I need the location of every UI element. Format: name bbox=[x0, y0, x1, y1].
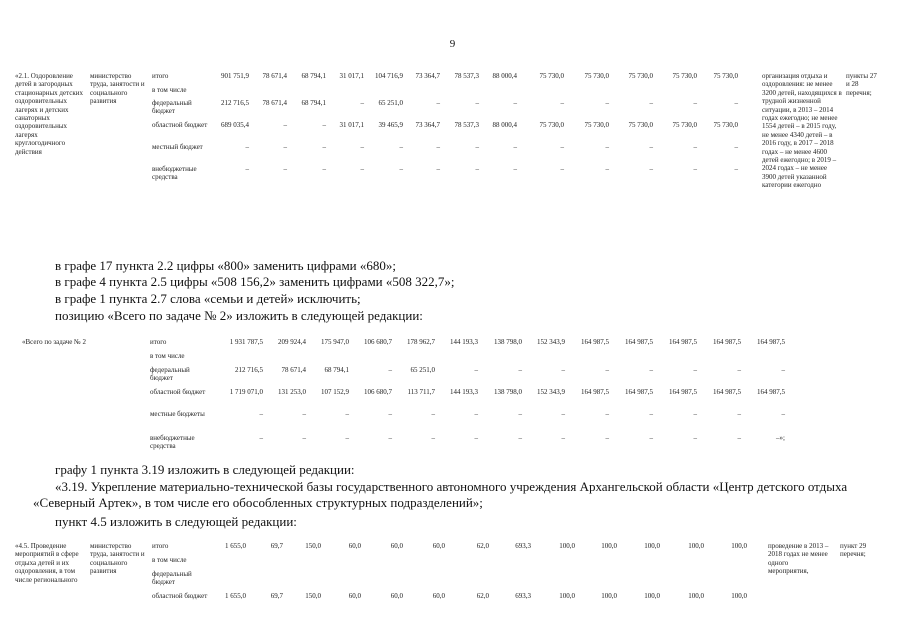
table-cell: 60,0 bbox=[390, 542, 403, 550]
table-cell: 100,0 bbox=[731, 592, 747, 600]
table-cell: – bbox=[259, 410, 263, 418]
table-cell: 104 716,9 bbox=[375, 72, 403, 80]
table-cell: – bbox=[560, 99, 564, 107]
table-cell: – bbox=[513, 143, 517, 151]
table-cell: 131 253,0 bbox=[278, 388, 306, 396]
table-cell: – bbox=[360, 99, 364, 107]
table-cell: 60,0 bbox=[348, 592, 361, 600]
table-cell: – bbox=[302, 410, 306, 418]
table-cell: 1 655,0 bbox=[225, 592, 246, 600]
table-cell: 164 987,5 bbox=[625, 338, 653, 346]
table-cell: – bbox=[436, 165, 440, 173]
table-cell: 60,0 bbox=[348, 542, 361, 550]
table-cell: – bbox=[474, 366, 478, 374]
table-cell: 100,0 bbox=[731, 542, 747, 550]
table-cell: 164 987,5 bbox=[625, 388, 653, 396]
table-cell: – bbox=[245, 143, 249, 151]
table-cell: – bbox=[737, 366, 741, 374]
table-cell: 75 730,0 bbox=[672, 121, 697, 129]
table-cell: – bbox=[436, 143, 440, 151]
row-label: федеральный бюджет bbox=[152, 99, 192, 116]
task-name: «4.5. Проведение мероприятий в сфере отдыха детей и их оздоровления, в том числе регионального bbox=[15, 542, 79, 584]
table-cell: 164 987,5 bbox=[581, 388, 609, 396]
table-cell: 60,0 bbox=[432, 542, 445, 550]
table-cell: 1 931 787,5 bbox=[229, 338, 263, 346]
table-cell: 75 730,0 bbox=[628, 121, 653, 129]
table-cell: 69,7 bbox=[270, 542, 283, 550]
table-cell: – bbox=[560, 143, 564, 151]
task-name: «Всего по задаче № 2 bbox=[22, 338, 86, 346]
text-line: позицию «Всего по задаче № 2» изложить в следующей редакции: bbox=[55, 308, 423, 323]
table-cell: 164 987,5 bbox=[713, 388, 741, 396]
table-cell: 164 987,5 bbox=[713, 338, 741, 346]
table-cell: – bbox=[561, 410, 565, 418]
table-cell: – bbox=[436, 99, 440, 107]
table-cell: 75 730,0 bbox=[584, 72, 609, 80]
table-cell: – bbox=[649, 165, 653, 173]
row-label: в том числе bbox=[150, 352, 185, 360]
table-cell: 144 193,3 bbox=[450, 338, 478, 346]
table-cell: – bbox=[734, 165, 738, 173]
row-label: итого bbox=[150, 338, 167, 346]
table-cell: 164 987,5 bbox=[669, 338, 697, 346]
table-cell: – bbox=[259, 434, 263, 442]
table-cell: – bbox=[693, 366, 697, 374]
table-cell: –»; bbox=[776, 434, 785, 442]
table-cell: – bbox=[605, 99, 609, 107]
table-cell: 164 987,5 bbox=[757, 338, 785, 346]
row-label: областной бюджет bbox=[152, 592, 208, 600]
table-cell: – bbox=[322, 121, 326, 129]
table-cell: – bbox=[781, 366, 785, 374]
table-cell: 113 711,7 bbox=[407, 388, 435, 396]
table-cell: – bbox=[399, 143, 403, 151]
table-cell: – bbox=[605, 143, 609, 151]
reference-link: пункты 27 и 28 перечня; bbox=[846, 72, 877, 97]
row-label: внебюджетные средства bbox=[150, 434, 195, 451]
table-cell: – bbox=[734, 99, 738, 107]
table-cell: 901 751,9 bbox=[221, 72, 249, 80]
table-cell: 106 680,7 bbox=[364, 388, 392, 396]
table-cell: – bbox=[605, 410, 609, 418]
table-cell: – bbox=[737, 434, 741, 442]
table-cell: – bbox=[245, 165, 249, 173]
table-cell: 62,0 bbox=[476, 592, 489, 600]
table-cell: 75 730,0 bbox=[713, 121, 738, 129]
row-label: областной бюджет bbox=[150, 388, 206, 396]
row-label: местный бюджет bbox=[152, 143, 203, 151]
table-cell: – bbox=[693, 165, 697, 173]
table-cell: – bbox=[737, 410, 741, 418]
table-cell: – bbox=[605, 366, 609, 374]
table-cell: – bbox=[649, 99, 653, 107]
table-cell: – bbox=[513, 99, 517, 107]
expected-result: организация отдыха и оздоровления: не менее 3200 детей, находящихся в трудной жизненной ситуации, в 2013 – 2014 годах ежегодно; не менее 1554 детей – в 2015 году, не менее 4340 детей – в 2016 году, в 2017 – 2018 годах – не менее 4600 детей ежегодно; в 2019 – 2024 годах – не менее 3900 детей указанной категории ежегодно bbox=[762, 72, 842, 190]
table-cell: – bbox=[474, 410, 478, 418]
table-cell: 78 671,4 bbox=[262, 72, 287, 80]
table-cell: 1 719 071,0 bbox=[229, 388, 263, 396]
text-line: пункт 4.5 изложить в следующей редакции: bbox=[55, 514, 297, 529]
table-cell: 62,0 bbox=[476, 542, 489, 550]
table-cell: – bbox=[302, 434, 306, 442]
table-cell: 152 343,9 bbox=[537, 388, 565, 396]
table-cell: – bbox=[475, 143, 479, 151]
table-cell: – bbox=[283, 121, 287, 129]
row-label: итого bbox=[152, 72, 169, 80]
table-cell: – bbox=[605, 165, 609, 173]
table-cell: 209 924,4 bbox=[278, 338, 306, 346]
table-cell: 100,0 bbox=[601, 542, 617, 550]
table-cell: – bbox=[399, 165, 403, 173]
quote-paragraph: «3.19. Укрепление материально-технической базы государственного автономного учреждения Архангельской области «Центр детского отдыха «Северный Артек», в том числе его обособленных структурных подразделений»; bbox=[33, 479, 848, 510]
table-cell: 107 152,9 bbox=[321, 388, 349, 396]
table-cell: 138 798,0 bbox=[494, 338, 522, 346]
table-cell: – bbox=[649, 366, 653, 374]
table-cell: 164 987,5 bbox=[581, 338, 609, 346]
table-cell: – bbox=[605, 434, 609, 442]
table-cell: 39 465,9 bbox=[378, 121, 403, 129]
table-cell: 75 730,0 bbox=[672, 72, 697, 80]
table-cell: 178 962,7 bbox=[407, 338, 435, 346]
row-label: федеральный бюджет bbox=[152, 570, 192, 587]
table-cell: – bbox=[513, 165, 517, 173]
expected-result: проведение в 2013 – 2018 годах не менее одного мероприятия, bbox=[768, 542, 829, 576]
table-cell: 78 671,4 bbox=[281, 366, 306, 374]
table-cell: – bbox=[649, 410, 653, 418]
table-cell: 68 794,1 bbox=[301, 72, 326, 80]
table-cell: 75 730,0 bbox=[539, 121, 564, 129]
page-number: 9 bbox=[449, 38, 456, 50]
table-cell: 65 251,0 bbox=[378, 99, 403, 107]
table-cell: 31 017,1 bbox=[339, 72, 364, 80]
table-cell: 100,0 bbox=[601, 592, 617, 600]
task-name: «2.1. Оздоровление детей в загородных стационарных детских оздоровительных лагерях и детских санаторных оздоровительных лагерях круглогодичного действия bbox=[15, 72, 83, 156]
table-cell: – bbox=[388, 434, 392, 442]
table-cell: 100,0 bbox=[644, 592, 660, 600]
table-cell: 100,0 bbox=[644, 542, 660, 550]
table-cell: 100,0 bbox=[688, 542, 704, 550]
table-cell: 60,0 bbox=[390, 592, 403, 600]
table-cell: 75 730,0 bbox=[713, 72, 738, 80]
table-cell: 150,0 bbox=[305, 592, 321, 600]
executor: министерство труда, занятости и социального развития bbox=[90, 542, 145, 576]
table-cell: – bbox=[322, 143, 326, 151]
table-cell: – bbox=[283, 165, 287, 173]
table-cell: – bbox=[283, 143, 287, 151]
table-cell: 60,0 bbox=[432, 592, 445, 600]
table-cell: 68 794,1 bbox=[324, 366, 349, 374]
row-label: областной бюджет bbox=[152, 121, 208, 129]
table-cell: 78 671,4 bbox=[262, 99, 287, 107]
table-cell: – bbox=[693, 99, 697, 107]
text-line: в графе 4 пункта 2.5 цифры «508 156,2» заменить цифрами «508 322,7»; bbox=[55, 274, 455, 289]
table-cell: 31 017,1 bbox=[339, 121, 364, 129]
table-cell: 152 343,9 bbox=[537, 338, 565, 346]
table-cell: 164 987,5 bbox=[757, 388, 785, 396]
table-cell: 78 537,3 bbox=[454, 121, 479, 129]
table-cell: 106 680,7 bbox=[364, 338, 392, 346]
table-cell: – bbox=[431, 434, 435, 442]
text-line: в графе 1 пункта 2.7 слова «семьи и детей» исключить; bbox=[55, 291, 361, 306]
table-cell: 68 794,1 bbox=[301, 99, 326, 107]
table-cell: – bbox=[474, 434, 478, 442]
table-cell: – bbox=[693, 434, 697, 442]
table-cell: – bbox=[560, 165, 564, 173]
table-cell: 78 537,3 bbox=[454, 72, 479, 80]
table-cell: – bbox=[345, 434, 349, 442]
row-label: итого bbox=[152, 542, 169, 550]
table-cell: 100,0 bbox=[559, 542, 575, 550]
table-cell: 212 716,5 bbox=[235, 366, 263, 374]
row-label: внебюджетные средства bbox=[152, 165, 197, 182]
table-cell: – bbox=[518, 410, 522, 418]
table-cell: – bbox=[388, 410, 392, 418]
table-cell: – bbox=[388, 366, 392, 374]
row-label: в том числе bbox=[152, 86, 187, 94]
table-cell: 150,0 bbox=[305, 542, 321, 550]
table-cell: 100,0 bbox=[688, 592, 704, 600]
table-cell: 73 364,7 bbox=[415, 121, 440, 129]
executor: министерство труда, занятости и социального развития bbox=[90, 72, 145, 106]
row-label: в том числе bbox=[152, 556, 187, 564]
table-cell: 88 000,4 bbox=[492, 121, 517, 129]
table-cell: – bbox=[475, 99, 479, 107]
table-cell: – bbox=[693, 410, 697, 418]
table-cell: – bbox=[345, 410, 349, 418]
table-cell: 144 193,3 bbox=[450, 388, 478, 396]
table-cell: – bbox=[518, 366, 522, 374]
table-cell: 75 730,0 bbox=[584, 121, 609, 129]
table-cell: – bbox=[649, 143, 653, 151]
table-cell: 693,3 bbox=[515, 592, 531, 600]
row-label: федеральный бюджет bbox=[150, 366, 190, 383]
table-cell: – bbox=[781, 410, 785, 418]
text-line: в графе 17 пункта 2.2 цифры «800» заменить цифрами «680»; bbox=[55, 258, 397, 273]
table-cell: – bbox=[561, 434, 565, 442]
table-cell: 689 035,4 bbox=[221, 121, 249, 129]
table-cell: – bbox=[561, 366, 565, 374]
table-cell: 138 798,0 bbox=[494, 388, 522, 396]
table-cell: – bbox=[734, 143, 738, 151]
table-cell: 73 364,7 bbox=[415, 72, 440, 80]
table-cell: 75 730,0 bbox=[539, 72, 564, 80]
table-cell: 65 251,0 bbox=[410, 366, 435, 374]
table-cell: 100,0 bbox=[559, 592, 575, 600]
text-line: графу 1 пункта 3.19 изложить в следующей редакции: bbox=[55, 462, 355, 477]
table-cell: – bbox=[322, 165, 326, 173]
table-cell: 212 716,5 bbox=[221, 99, 249, 107]
table-cell: – bbox=[360, 165, 364, 173]
table-cell: – bbox=[518, 434, 522, 442]
table-cell: 88 000,4 bbox=[492, 72, 517, 80]
table-cell: – bbox=[360, 143, 364, 151]
table-cell: 1 655,0 bbox=[225, 542, 246, 550]
table-cell: – bbox=[431, 410, 435, 418]
table-cell: 175 947,0 bbox=[321, 338, 349, 346]
table-cell: – bbox=[649, 434, 653, 442]
table-cell: 75 730,0 bbox=[628, 72, 653, 80]
table-cell: 69,7 bbox=[270, 592, 283, 600]
table-cell: – bbox=[475, 165, 479, 173]
reference-link: пункт 29 перечня; bbox=[840, 542, 867, 559]
table-cell: 164 987,5 bbox=[669, 388, 697, 396]
table-cell: 693,3 bbox=[515, 542, 531, 550]
table-cell: – bbox=[693, 143, 697, 151]
row-label: местные бюджеты bbox=[150, 410, 205, 418]
